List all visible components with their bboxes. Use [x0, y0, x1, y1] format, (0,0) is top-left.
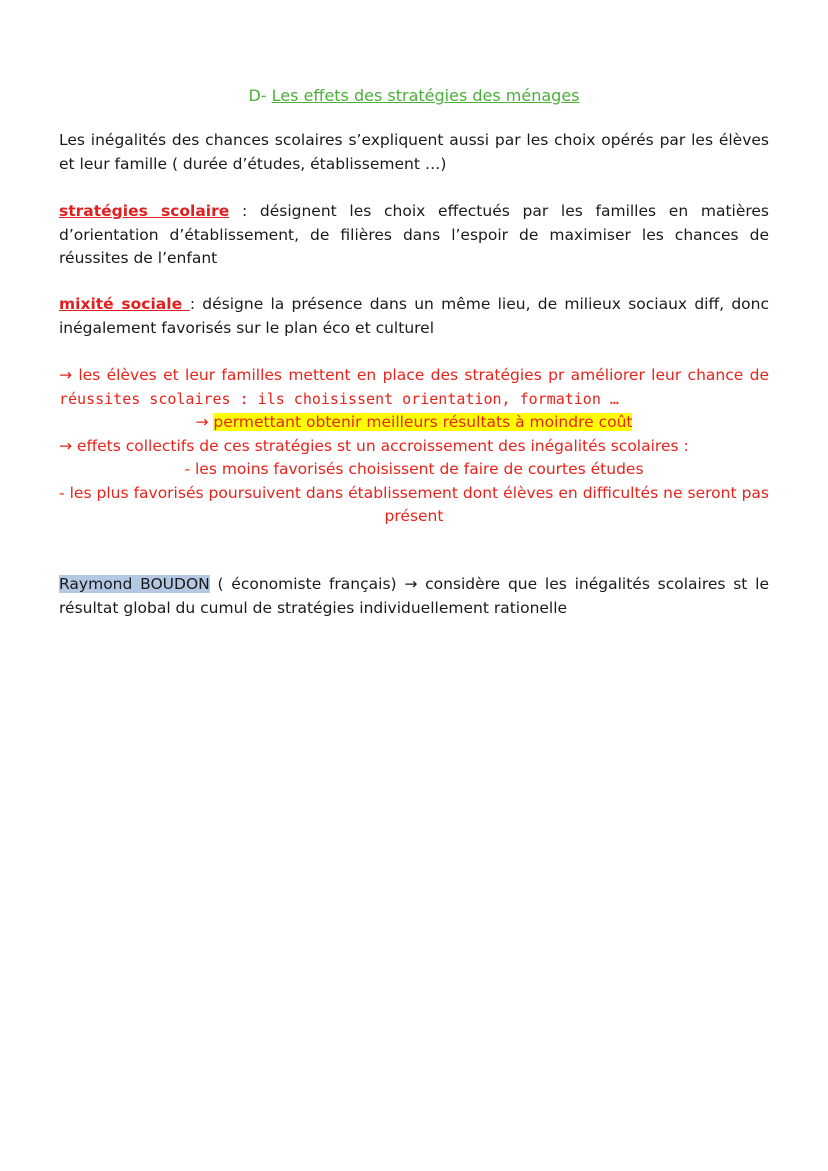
- note-line: → les élèves et leur familles mettent en place des stratégies pr améliorer leur chance de: [59, 366, 769, 384]
- note-line-highlighted: [59, 411, 769, 435]
- note-line: - les moins favorisés choisissent de faire de courtes études: [184, 460, 644, 478]
- note-line: - les plus favorisés poursuivent dans établissement dont élèves en difficultés ne seront pas: [59, 483, 769, 502]
- notes-block: [59, 364, 769, 529]
- section-title-text: Les effets des stratégies des ménages: [271, 86, 580, 105]
- definition-term: stratégies scolaire: [59, 202, 230, 220]
- intro-paragraph: Les inégalités des chances scolaires s’expliquent aussi par les choix opérés par les élèves et leur famille ( durée d’études, établissement …): [59, 131, 769, 173]
- note-line: → effets collectifs de ces stratégies st un accroissement des inégalités scolaires :: [59, 436, 689, 455]
- definition-term: mixité sociale: [59, 295, 190, 313]
- definition-strategies-scolaire: [59, 200, 769, 271]
- note-line: présent: [384, 507, 444, 525]
- boudon-text: ( économiste français) → considère que les inégalités scolaires st le résultat global du cumul de stratégies individuellement rationelle: [59, 575, 769, 617]
- highlighted-text: permettant obtenir meilleurs résultats à moindre coût: [213, 413, 633, 431]
- definition-text: : désignent les choix effectués par les familles en matières d’orientation d’établissement, de filières dans l’espoir de maximiser les chances de réussites de l’enfant: [59, 202, 770, 267]
- arrow-icon: →: [195, 413, 214, 431]
- section-title-prefix: D-: [248, 86, 272, 105]
- definition-mixite-sociale: [59, 293, 769, 340]
- highlighted-name: Raymond BOUDON: [59, 575, 210, 593]
- section-title: [59, 86, 769, 106]
- definition-text: : désigne la présence dans un même lieu, de milieux sociaux diff, donc inégalement favorisés sur le plan éco et culturel: [59, 295, 769, 337]
- note-line: réussites scolaires : ils choisissent orientation, formation …: [59, 389, 619, 408]
- boudon-paragraph: [59, 573, 769, 620]
